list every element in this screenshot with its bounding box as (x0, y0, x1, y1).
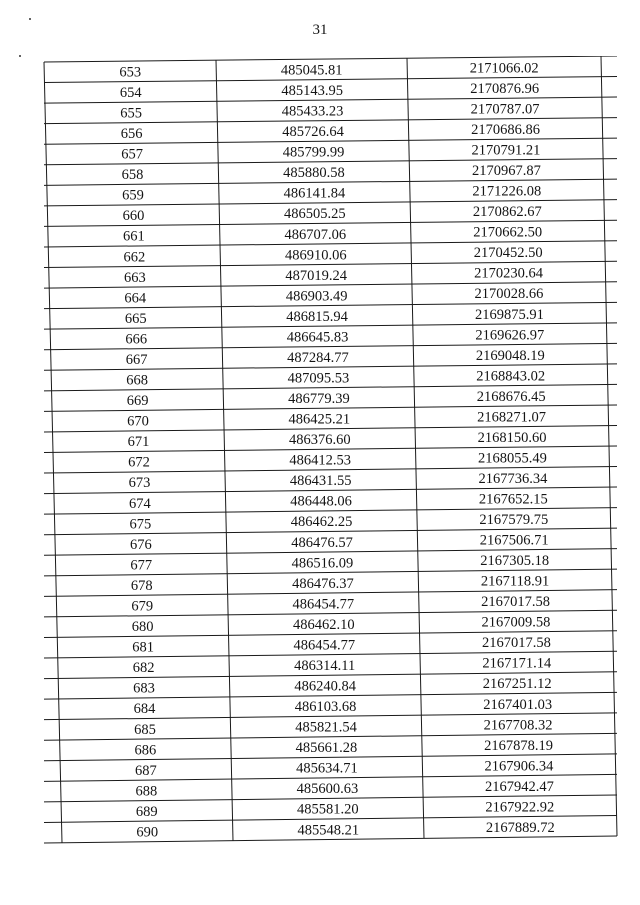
cell-coordinate-x: 486240.84 (294, 678, 356, 695)
cell-coordinate-y: 2168271.07 (477, 409, 547, 426)
cell-coordinate-y: 2167251.12 (482, 676, 552, 693)
cell-coordinate-x: 485548.21 (297, 822, 360, 839)
cell-coordinate-x: 486815.94 (286, 308, 348, 325)
cell-point-number: 671 (127, 434, 150, 451)
cell-coordinate-x: 486476.57 (291, 534, 353, 551)
cell-coordinate-x: 485581.20 (297, 801, 359, 818)
cell-point-number: 676 (129, 536, 152, 553)
cell-coordinate-x: 486454.77 (293, 637, 356, 654)
cell-coordinate-y: 2167401.03 (483, 696, 553, 713)
cell-coordinate-y: 2170686.86 (471, 122, 540, 139)
cell-coordinate-y: 2167017.58 (481, 635, 551, 652)
cell-coordinate-y: 2168055.49 (478, 450, 547, 467)
cell-coordinate-y: 2170876.96 (470, 80, 540, 97)
cell-coordinate-y: 2167009.58 (481, 614, 551, 631)
cell-coordinate-y: 2167708.32 (483, 717, 553, 734)
cell-point-number: 683 (133, 680, 155, 697)
cell-coordinate-y: 2170028.66 (474, 286, 544, 303)
cell-coordinate-y: 2169048.19 (475, 347, 545, 364)
cell-coordinate-y: 2169875.91 (474, 306, 544, 323)
cell-coordinate-x: 486412.53 (289, 452, 352, 469)
cell-point-number: 675 (129, 516, 152, 533)
cell-coordinate-x: 487095.53 (287, 370, 350, 387)
cell-point-number: 669 (126, 393, 149, 410)
cell-point-number: 663 (123, 269, 146, 286)
cell-coordinate-x: 486462.25 (290, 514, 353, 531)
cell-coordinate-x: 485045.81 (280, 62, 343, 79)
cell-coordinate-x: 485600.63 (296, 781, 359, 798)
cell-point-number: 670 (127, 413, 149, 430)
cell-coordinate-y: 2169626.97 (475, 327, 545, 344)
scan-speck (29, 18, 31, 20)
cell-coordinate-x: 485634.71 (296, 760, 358, 777)
cell-coordinate-y: 2167736.34 (478, 470, 548, 487)
cell-point-number: 662 (123, 249, 146, 266)
cell-coordinate-x: 485726.64 (282, 124, 344, 141)
cell-coordinate-y: 2167652.15 (478, 491, 548, 508)
cell-coordinate-y: 2167171.14 (482, 655, 552, 672)
cell-coordinate-y: 2170452.50 (473, 245, 543, 262)
cell-coordinate-y: 2170662.50 (473, 224, 543, 241)
cell-point-number: 655 (120, 105, 143, 122)
cell-point-number: 653 (119, 64, 142, 81)
cell-point-number: 682 (132, 660, 155, 677)
cell-coordinate-x: 486516.09 (291, 555, 354, 572)
cell-coordinate-y: 2170230.64 (474, 265, 543, 282)
cell-point-number: 685 (134, 721, 156, 738)
cell-point-number: 654 (119, 84, 142, 101)
cell-coordinate-x: 485661.28 (295, 740, 358, 757)
cell-coordinate-x: 486707.06 (284, 226, 347, 243)
cell-coordinate-y: 2171226.08 (472, 183, 542, 200)
cell-coordinate-y: 2167305.18 (480, 553, 550, 570)
cell-coordinate-x: 486645.83 (286, 329, 349, 346)
cell-coordinate-x: 486462.10 (292, 616, 355, 633)
cell-coordinate-x: 485433.23 (281, 103, 344, 120)
coordinates-table-grid (0, 56, 640, 846)
cell-coordinate-x: 486448.06 (290, 493, 352, 510)
cell-point-number: 686 (134, 742, 157, 759)
cell-point-number: 664 (124, 290, 147, 307)
cell-point-number: 660 (122, 208, 145, 225)
cell-coordinate-y: 2167942.47 (484, 778, 554, 795)
cell-point-number: 680 (131, 619, 154, 636)
cell-coordinate-y: 2170967.87 (471, 163, 541, 180)
cell-coordinate-x: 486431.55 (289, 473, 352, 490)
cell-coordinate-x: 486314.11 (294, 657, 356, 674)
cell-coordinate-x: 486454.77 (292, 596, 355, 613)
cell-point-number: 684 (133, 701, 156, 718)
cell-point-number: 689 (135, 803, 158, 820)
cell-coordinate-y: 2167579.75 (479, 512, 549, 529)
cell-point-number: 661 (123, 228, 145, 245)
cell-coordinate-x: 486476.37 (292, 575, 354, 592)
cell-coordinate-x: 487284.77 (287, 349, 349, 366)
cell-coordinate-y: 2171066.02 (469, 60, 539, 77)
cell-point-number: 665 (124, 310, 147, 327)
cell-coordinate-x: 485799.99 (282, 144, 345, 161)
cell-coordinate-x: 486376.60 (288, 432, 351, 449)
cell-coordinate-x: 486425.21 (288, 411, 351, 428)
coordinates-table (0, 56, 640, 846)
cell-coordinate-x: 485143.95 (281, 83, 343, 100)
cell-coordinate-y: 2167506.71 (479, 532, 549, 549)
cell-point-number: 677 (130, 557, 153, 574)
cell-coordinate-x: 486505.25 (284, 206, 346, 223)
cell-point-number: 666 (125, 331, 148, 348)
page-number: 31 (312, 22, 328, 38)
cell-point-number: 679 (131, 598, 154, 615)
cell-coordinate-y: 2168150.60 (477, 429, 547, 446)
cell-point-number: 687 (135, 762, 157, 779)
cell-point-number: 658 (121, 167, 144, 184)
cell-point-number: 657 (121, 146, 143, 163)
cell-coordinate-y: 2170791.21 (471, 142, 541, 159)
cell-point-number: 656 (120, 126, 143, 143)
cell-coordinate-x: 486903.49 (285, 288, 348, 305)
cell-point-number: 659 (122, 187, 144, 204)
cell-coordinate-y: 2168843.02 (476, 368, 546, 385)
cell-point-number: 673 (128, 475, 151, 492)
cell-coordinate-y: 2167889.72 (485, 819, 555, 836)
cell-coordinate-y: 2167878.19 (484, 737, 553, 754)
cell-coordinate-x: 485821.54 (295, 719, 357, 736)
cell-coordinate-x: 486910.06 (284, 247, 347, 264)
cell-coordinate-x: 487019.24 (285, 267, 348, 284)
cell-point-number: 672 (128, 454, 150, 471)
cell-point-number: 688 (135, 783, 158, 800)
cell-coordinate-y: 2167906.34 (484, 758, 554, 775)
cell-coordinate-x: 486141.84 (283, 185, 346, 202)
cell-coordinate-y: 2168676.45 (476, 388, 546, 405)
cell-point-number: 667 (125, 351, 148, 368)
cell-coordinate-y: 2167922.92 (485, 799, 555, 816)
cell-coordinate-y: 2167017.58 (481, 594, 550, 611)
cell-point-number: 681 (132, 639, 154, 656)
cell-point-number: 678 (130, 577, 153, 594)
cell-point-number: 690 (136, 824, 159, 841)
cell-coordinate-x: 486779.39 (288, 391, 350, 408)
cell-coordinate-y: 2167118.91 (480, 573, 550, 590)
cell-point-number: 668 (126, 372, 149, 389)
cell-coordinate-y: 2170862.67 (472, 204, 542, 221)
cell-coordinate-x: 486103.68 (294, 699, 357, 716)
cell-point-number: 674 (129, 495, 151, 512)
cell-coordinate-y: 2170787.07 (470, 101, 540, 118)
cell-coordinate-x: 485880.58 (283, 165, 345, 182)
